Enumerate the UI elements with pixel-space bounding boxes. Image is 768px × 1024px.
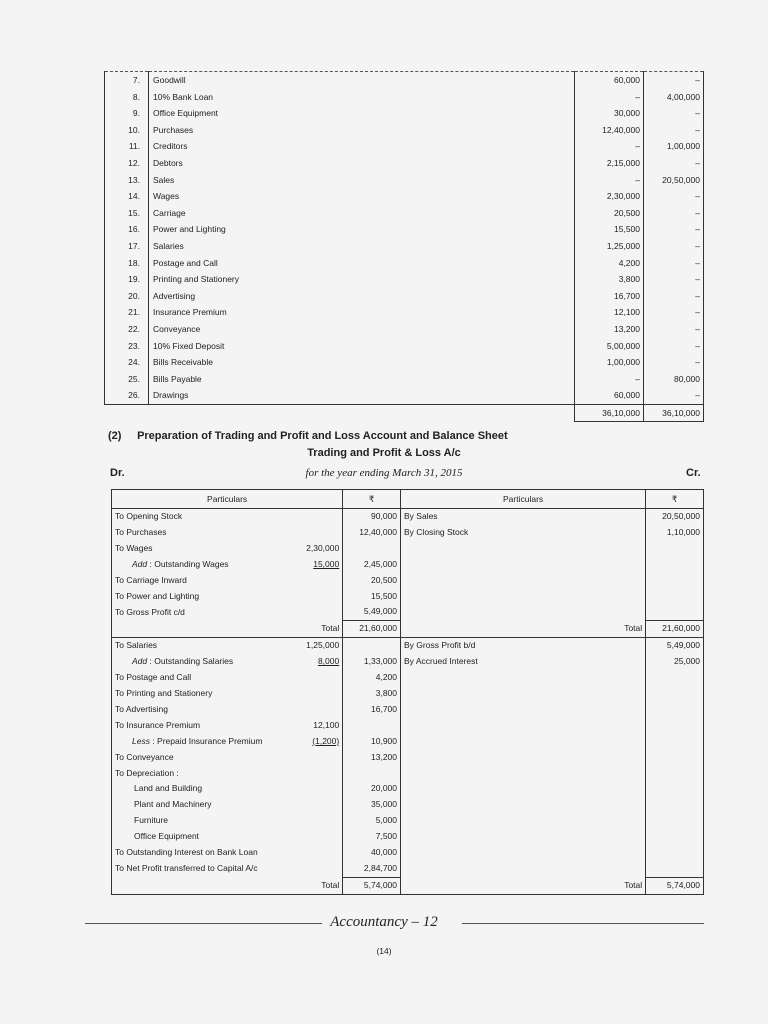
table-row [112, 797, 704, 813]
debit-particular: To Printing and Stationery [112, 686, 228, 702]
particular-text: : Prepaid Insurance Premium [149, 735, 263, 746]
debit-amount [343, 541, 401, 557]
debit-particular [112, 557, 228, 573]
credit-amount: 20,50,000 [646, 509, 704, 525]
debit-particular: To Gross Profit c/d [112, 604, 228, 620]
debit-amount: 15,500 [343, 589, 401, 605]
sub-amount: 8,000 [317, 656, 340, 667]
credit-amount: 4,00,000 [644, 89, 704, 106]
account-period: for the year ending March 31, 2015 [305, 467, 463, 479]
trading-pl-account-table [111, 489, 704, 895]
debit-particular: To Power and Lighting [112, 589, 228, 605]
debit-amount: 12,40,000 [343, 525, 401, 541]
debit-particular [112, 734, 263, 750]
total-debit: 36,10,000 [575, 404, 644, 422]
credit-amount: – [644, 105, 704, 122]
row-number: 19. [105, 271, 149, 288]
sub-amount: 2,30,000 [306, 542, 340, 553]
debit-particular: To Purchases [112, 525, 228, 541]
table-row [105, 271, 704, 288]
debit-amount: – [575, 172, 644, 189]
debit-amount: 20,000 [343, 781, 401, 797]
credit-amount: – [644, 354, 704, 371]
sub-amount [227, 702, 343, 718]
table-row [112, 573, 704, 589]
sub-amount [227, 813, 343, 829]
credit-amount [646, 845, 704, 861]
row-number: 14. [105, 188, 149, 205]
sub-amount [227, 604, 343, 620]
sub-amount: 12,100 [313, 719, 340, 730]
debit-amount: 2,15,000 [575, 155, 644, 172]
debit-amount: 1,00,000 [575, 354, 644, 371]
credit-particular [401, 861, 646, 877]
account-name: Advertising [149, 288, 575, 305]
total-row [112, 621, 704, 638]
debit-amount: – [575, 89, 644, 106]
credit-amount [646, 829, 704, 845]
debit-amount [343, 718, 401, 734]
credit-amount [646, 541, 704, 557]
credit-amount: 5,49,000 [646, 638, 704, 654]
header-particulars-right: Particulars [401, 490, 646, 509]
account-header-row [112, 490, 704, 509]
credit-particular [401, 670, 646, 686]
credit-amount [646, 781, 704, 797]
blank-cell [112, 877, 228, 894]
total-label-left: Total [227, 877, 343, 894]
credit-amount [646, 557, 704, 573]
row-number: 15. [105, 205, 149, 222]
table-row [105, 255, 704, 272]
debit-particular: To Net Profit transferred to Capital A/c [112, 861, 228, 877]
debit-amount: 5,00,000 [575, 338, 644, 355]
table-row [105, 105, 704, 122]
debit-amount: 2,45,000 [343, 557, 401, 573]
debit-amount: 2,84,700 [343, 861, 401, 877]
account-name: Printing and Stationery [149, 271, 575, 288]
debit-amount: 20,500 [343, 573, 401, 589]
table-row [105, 221, 704, 238]
debit-particular: To Outstanding Interest on Bank Loan [112, 845, 228, 861]
credit-particular [401, 604, 646, 620]
account-name: Postage and Call [149, 255, 575, 272]
total-credit: 36,10,000 [644, 404, 704, 422]
debit-amount: 3,800 [343, 686, 401, 702]
row-number: 21. [105, 304, 149, 321]
row-number: 17. [105, 238, 149, 255]
account-name: 10% Fixed Deposit [149, 338, 575, 355]
total-amount-right: 21,60,000 [646, 621, 704, 638]
debit-particular: Office Equipment [112, 829, 228, 845]
account-name: Sales [149, 172, 575, 189]
account-title: Trading and Profit & Loss A/c [307, 447, 461, 459]
page-number: (14) [376, 946, 392, 956]
debit-particular: To Salaries [112, 638, 228, 654]
blank-cell [105, 404, 149, 422]
credit-amount: – [644, 188, 704, 205]
debit-amount: 1,25,000 [575, 238, 644, 255]
credit-amount [646, 670, 704, 686]
row-number: 20. [105, 288, 149, 305]
particular-prefix: Less [132, 735, 150, 746]
credit-amount: – [644, 338, 704, 355]
credit-amount [646, 589, 704, 605]
table-row [105, 72, 704, 89]
account-name: Purchases [149, 122, 575, 139]
row-number: 12. [105, 155, 149, 172]
account-name: Debtors [149, 155, 575, 172]
row-number: 23. [105, 338, 149, 355]
total-row [112, 877, 704, 894]
credit-particular [401, 573, 646, 589]
sub-amount [227, 781, 343, 797]
row-number: 11. [105, 138, 149, 155]
table-row [105, 138, 704, 155]
table-row [105, 321, 704, 338]
table-row [105, 238, 704, 255]
table-row [105, 304, 704, 321]
section-heading [108, 430, 508, 442]
debit-particular: To Postage and Call [112, 670, 228, 686]
debit-particular [112, 654, 234, 670]
row-number: 24. [105, 354, 149, 371]
sub-amount [227, 829, 343, 845]
sub-amount [227, 509, 343, 525]
credit-particular [401, 845, 646, 861]
table-row [112, 702, 704, 718]
sub-amount [227, 670, 343, 686]
credit-particular: By Gross Profit b/d [404, 640, 476, 651]
account-name: Bills Payable [149, 371, 575, 388]
debit-amount: 13,200 [343, 750, 401, 766]
credit-amount: 1,10,000 [646, 525, 704, 541]
credit-amount [646, 750, 704, 766]
debit-amount: 60,000 [575, 72, 644, 89]
table-row [112, 654, 704, 670]
debit-amount: 16,700 [575, 288, 644, 305]
total-label-right: Total [401, 621, 646, 638]
credit-amount: 20,50,000 [644, 172, 704, 189]
table-row [112, 766, 704, 782]
account-name: Carriage [149, 205, 575, 222]
credit-amount: – [644, 238, 704, 255]
sub-amount [227, 750, 343, 766]
account-name: Salaries [149, 238, 575, 255]
credit-amount [646, 573, 704, 589]
table-row [105, 338, 704, 355]
debit-amount: 15,500 [575, 221, 644, 238]
debit-particular: To Opening Stock [112, 509, 228, 525]
credit-amount: 80,000 [644, 371, 704, 388]
account-name: Creditors [149, 138, 575, 155]
credit-amount [646, 797, 704, 813]
total-label-right: Total [401, 877, 646, 894]
table-row [112, 829, 704, 845]
table-row [112, 541, 704, 557]
debit-amount: 5,000 [343, 813, 401, 829]
debit-amount: 12,100 [575, 304, 644, 321]
trial-balance-table [104, 71, 704, 422]
credit-amount [646, 604, 704, 620]
particular-text: : Outstanding Salaries [147, 656, 234, 667]
credit-amount [646, 702, 704, 718]
cr-label: Cr. [686, 467, 701, 479]
account-name: Insurance Premium [149, 304, 575, 321]
trial-balance-total-row [105, 404, 704, 422]
account-name: Office Equipment [149, 105, 575, 122]
account-name: Power and Lighting [149, 221, 575, 238]
sub-amount [227, 525, 343, 541]
credit-amount [646, 734, 704, 750]
table-row [112, 604, 704, 620]
table-row [112, 509, 704, 525]
credit-particular [401, 797, 646, 813]
debit-amount: 35,000 [343, 797, 401, 813]
debit-particular: To Carriage Inward [112, 573, 228, 589]
dr-label: Dr. [110, 467, 125, 479]
debit-particular: Plant and Machinery [112, 797, 228, 813]
credit-amount [646, 861, 704, 877]
particular-prefix: Add [132, 558, 148, 569]
section-number: (2) [108, 430, 122, 442]
credit-amount: 25,000 [646, 654, 704, 670]
credit-amount [646, 686, 704, 702]
debit-amount [343, 766, 401, 782]
credit-particular [401, 541, 646, 557]
debit-amount: 1,33,000 [343, 654, 401, 670]
table-row [105, 288, 704, 305]
account-name: 10% Bank Loan [149, 89, 575, 106]
table-row [112, 638, 704, 654]
sub-amount [227, 766, 343, 782]
table-row [112, 845, 704, 861]
debit-particular: Land and Building [112, 781, 228, 797]
debit-amount: 10,900 [343, 734, 401, 750]
debit-particular: To Wages [112, 541, 228, 557]
sub-amount: (1,200) [312, 735, 340, 746]
table-row [112, 750, 704, 766]
account-name: Wages [149, 188, 575, 205]
table-row [105, 371, 704, 388]
debit-amount: 40,000 [343, 845, 401, 861]
total-label-left: Total [227, 621, 343, 638]
debit-amount: 5,49,000 [343, 604, 401, 620]
row-number: 22. [105, 321, 149, 338]
credit-amount: – [644, 221, 704, 238]
row-number: 9. [105, 105, 149, 122]
table-row [105, 354, 704, 371]
blank-cell [112, 621, 228, 638]
table-row [112, 670, 704, 686]
credit-particular [401, 557, 646, 573]
row-number: 25. [105, 371, 149, 388]
credit-amount: – [644, 255, 704, 272]
debit-amount: 12,40,000 [575, 122, 644, 139]
credit-amount: – [644, 304, 704, 321]
row-number: 18. [105, 255, 149, 272]
total-amount-right: 5,74,000 [646, 877, 704, 894]
debit-amount: 90,000 [343, 509, 401, 525]
credit-particular: By Closing Stock [404, 526, 469, 537]
section-heading-text: Preparation of Trading and Profit and Loss Account and Balance Sheet [137, 430, 508, 442]
header-amount-right: ₹ [646, 490, 704, 509]
credit-amount [646, 766, 704, 782]
credit-amount: – [644, 122, 704, 139]
sub-amount: 1,25,000 [306, 640, 340, 651]
debit-particular: Furniture [112, 813, 228, 829]
credit-amount: – [644, 155, 704, 172]
credit-amount: 1,00,000 [644, 138, 704, 155]
total-amount-left: 5,74,000 [343, 877, 401, 894]
credit-particular [401, 718, 646, 734]
debit-amount: 4,200 [343, 670, 401, 686]
credit-particular [401, 750, 646, 766]
credit-amount [646, 718, 704, 734]
debit-amount: 16,700 [343, 702, 401, 718]
blank-cell [149, 404, 575, 422]
table-row [105, 188, 704, 205]
account-name: Drawings [149, 387, 575, 404]
debit-particular: To Depreciation : [112, 766, 228, 782]
debit-amount: 7,500 [343, 829, 401, 845]
footer-title: Accountancy – 12 [0, 914, 768, 931]
credit-particular [401, 829, 646, 845]
debit-particular: To Advertising [112, 702, 228, 718]
particular-prefix: Add [132, 656, 148, 667]
row-number: 26. [105, 387, 149, 404]
debit-amount: 30,000 [575, 105, 644, 122]
header-amount-left: ₹ [343, 490, 401, 509]
sub-amount [227, 573, 343, 589]
sub-amount [227, 797, 343, 813]
table-row [112, 686, 704, 702]
row-number: 7. [105, 72, 149, 89]
table-row [112, 589, 704, 605]
table-row [105, 155, 704, 172]
debit-amount: 2,30,000 [575, 188, 644, 205]
table-row [105, 122, 704, 139]
debit-amount: 3,800 [575, 271, 644, 288]
credit-amount: – [644, 271, 704, 288]
table-row [105, 387, 704, 404]
debit-amount: – [575, 138, 644, 155]
table-row [112, 718, 704, 734]
credit-particular [401, 781, 646, 797]
debit-amount: 60,000 [575, 387, 644, 404]
table-row [112, 525, 704, 541]
row-number: 8. [105, 89, 149, 106]
table-row [112, 734, 704, 750]
particular-text: : Outstanding Wages [147, 558, 229, 569]
row-number: 13. [105, 172, 149, 189]
row-number: 10. [105, 122, 149, 139]
table-row [112, 813, 704, 829]
debit-amount: – [575, 371, 644, 388]
table-row [105, 89, 704, 106]
debit-amount [343, 638, 401, 654]
total-amount-left: 21,60,000 [343, 621, 401, 638]
debit-amount: 20,500 [575, 205, 644, 222]
debit-particular: To Conveyance [112, 750, 228, 766]
header-particulars-left: Particulars [112, 490, 343, 509]
account-name: Goodwill [149, 72, 575, 89]
account-name: Bills Receivable [149, 354, 575, 371]
credit-amount: – [644, 205, 704, 222]
credit-particular [401, 766, 646, 782]
sub-amount: 15,000 [313, 558, 340, 569]
table-row [112, 781, 704, 797]
credit-particular [401, 702, 646, 718]
table-row [112, 557, 704, 573]
table-row [105, 205, 704, 222]
credit-particular [401, 589, 646, 605]
credit-amount [646, 813, 704, 829]
debit-particular: To Insurance Premium [112, 718, 228, 734]
credit-amount: – [644, 72, 704, 89]
credit-amount: – [644, 321, 704, 338]
credit-particular: By Sales [404, 511, 438, 521]
debit-amount: 4,200 [575, 255, 644, 272]
table-row [105, 172, 704, 189]
sub-amount [227, 589, 343, 605]
table-row [112, 861, 704, 877]
credit-amount: – [644, 387, 704, 404]
sub-amount [227, 686, 343, 702]
row-number: 16. [105, 221, 149, 238]
credit-amount: – [644, 288, 704, 305]
credit-particular [401, 734, 646, 750]
credit-particular [401, 686, 646, 702]
credit-particular [401, 813, 646, 829]
debit-amount: 13,200 [575, 321, 644, 338]
credit-particular: By Accrued Interest [404, 656, 478, 667]
account-name: Conveyance [149, 321, 575, 338]
